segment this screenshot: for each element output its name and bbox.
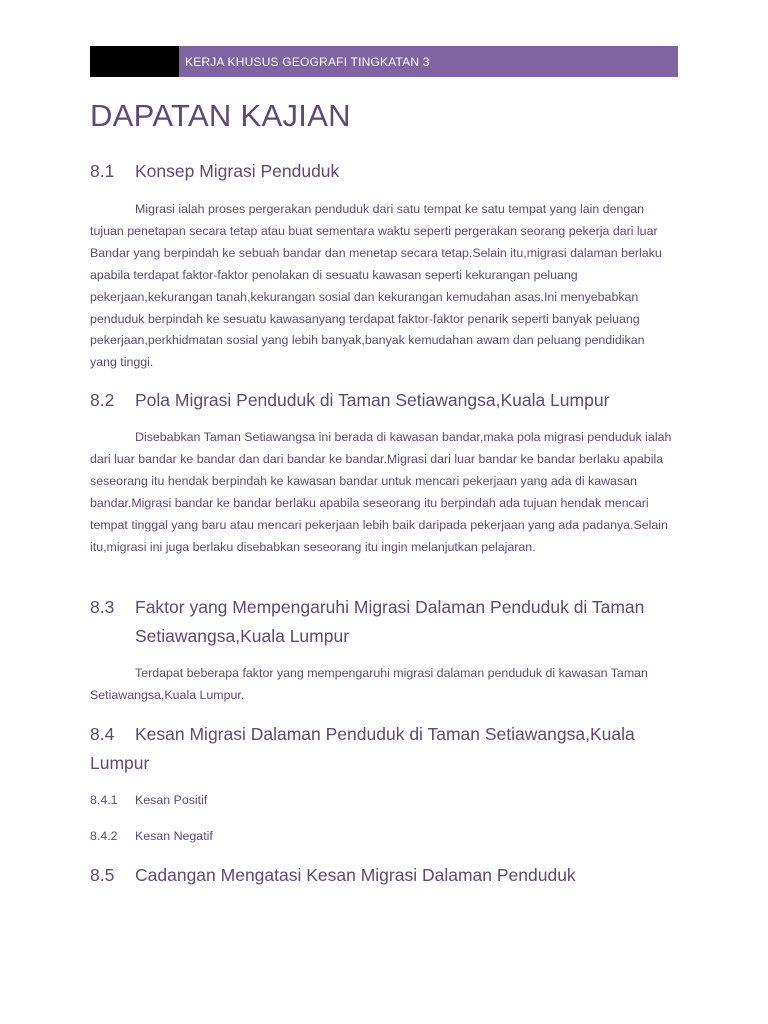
section-body-8-3: Terdapat beberapa faktor yang mempengaruhi migrasi dalaman penduduk di kawasan Taman Setiawangsa,Kuala Lumpur.	[90, 666, 648, 702]
subsection-title: Kesan Negatif	[135, 829, 213, 843]
section-title: Konsep Migrasi Penduduk	[135, 161, 340, 181]
subsection-number: 8.4.2	[90, 829, 118, 843]
section-heading-8-4	[90, 720, 674, 778]
section-body-8-1: Migrasi ialah proses pergerakan penduduk dari satu tempat ke satu tempat yang lain dengan tujuan penetapan secara tetap atau buat sementara waktu seperti pergerakan seorang pekerja dari luar Bandar yang berpindah ke sebuah bandar dan menetap secara tetap.Selain itu,migrasi dalaman berlaku apabila terdapat faktor-faktor penolakan di sesuatu kawasan seperti kekurangan peluang pekerjaan,kekurangan tanah,kekurangan sosial dan kekurangan kemudahan asas.Ini menyebabkan penduduk berpindah ke sesuatu kawasanyang terdapat faktor-faktor penarik seperti banyak peluang pekerjaan,perkhidmatan sosial yang lebih banyak,banyak kemudahan awam dan peluang pendidikan yang tinggi.	[90, 202, 662, 370]
section-number: 8.5	[90, 865, 115, 885]
section-heading-8-2	[90, 386, 609, 415]
section-heading-8-5	[90, 861, 576, 890]
subsection-heading-8-4-2	[90, 829, 213, 843]
section-title: Cadangan Mengatasi Kesan Migrasi Dalaman Penduduk	[135, 865, 576, 885]
section-number: 8.2	[90, 390, 115, 410]
section-title: Faktor yang Mempengaruhi Migrasi Dalaman Penduduk di Taman Setiawangsa,Kuala Lumpur	[135, 597, 645, 646]
section-heading-8-1	[90, 157, 339, 186]
section-heading-8-3	[90, 593, 674, 651]
header-title: KERJA KHUSUS GEOGRAFI TINGKATAN 3	[179, 46, 678, 77]
subsection-title: Kesan Positif	[135, 793, 208, 807]
section-body-8-2: Disebabkan Taman Setiawangsa ini berada di kawasan bandar,maka pola migrasi penduduk ialah dari luar bandar ke bandar dan dari bandar ke bandar.Migrasi dari luar bandar ke bandar berlaku apabila seseorang itu hendak berpindah ke kawasan bandar untuk mencari pekerjaan yang ada di kawasan bandar.Migrasi bandar ke bandar berlaku apabila seseorang itu berpindah ada tujuan hendak mencari tempat tinggal yang baru atau mencari pekerjaan lebih baik daripada pekerjaan yang ada padanya.Selain itu,migrasi ini juga berlaku disebabkan seseorang itu ingin melanjutkan pelajaran.	[90, 430, 672, 554]
subsection-number: 8.4.1	[90, 793, 118, 807]
subsection-heading-8-4-1	[90, 793, 207, 807]
running-header	[90, 46, 678, 77]
page-title: DAPATAN KAJIAN	[90, 98, 351, 133]
header-black-block	[90, 46, 179, 77]
section-number: 8.4	[90, 724, 115, 744]
section-number: 8.3	[90, 597, 115, 617]
section-title: Pola Migrasi Penduduk di Taman Setiawangsa,Kuala Lumpur	[135, 390, 610, 410]
section-title: Kesan Migrasi Dalaman Penduduk di Taman Setiawangsa,Kuala Lumpur	[90, 724, 635, 773]
section-number: 8.1	[90, 161, 115, 181]
